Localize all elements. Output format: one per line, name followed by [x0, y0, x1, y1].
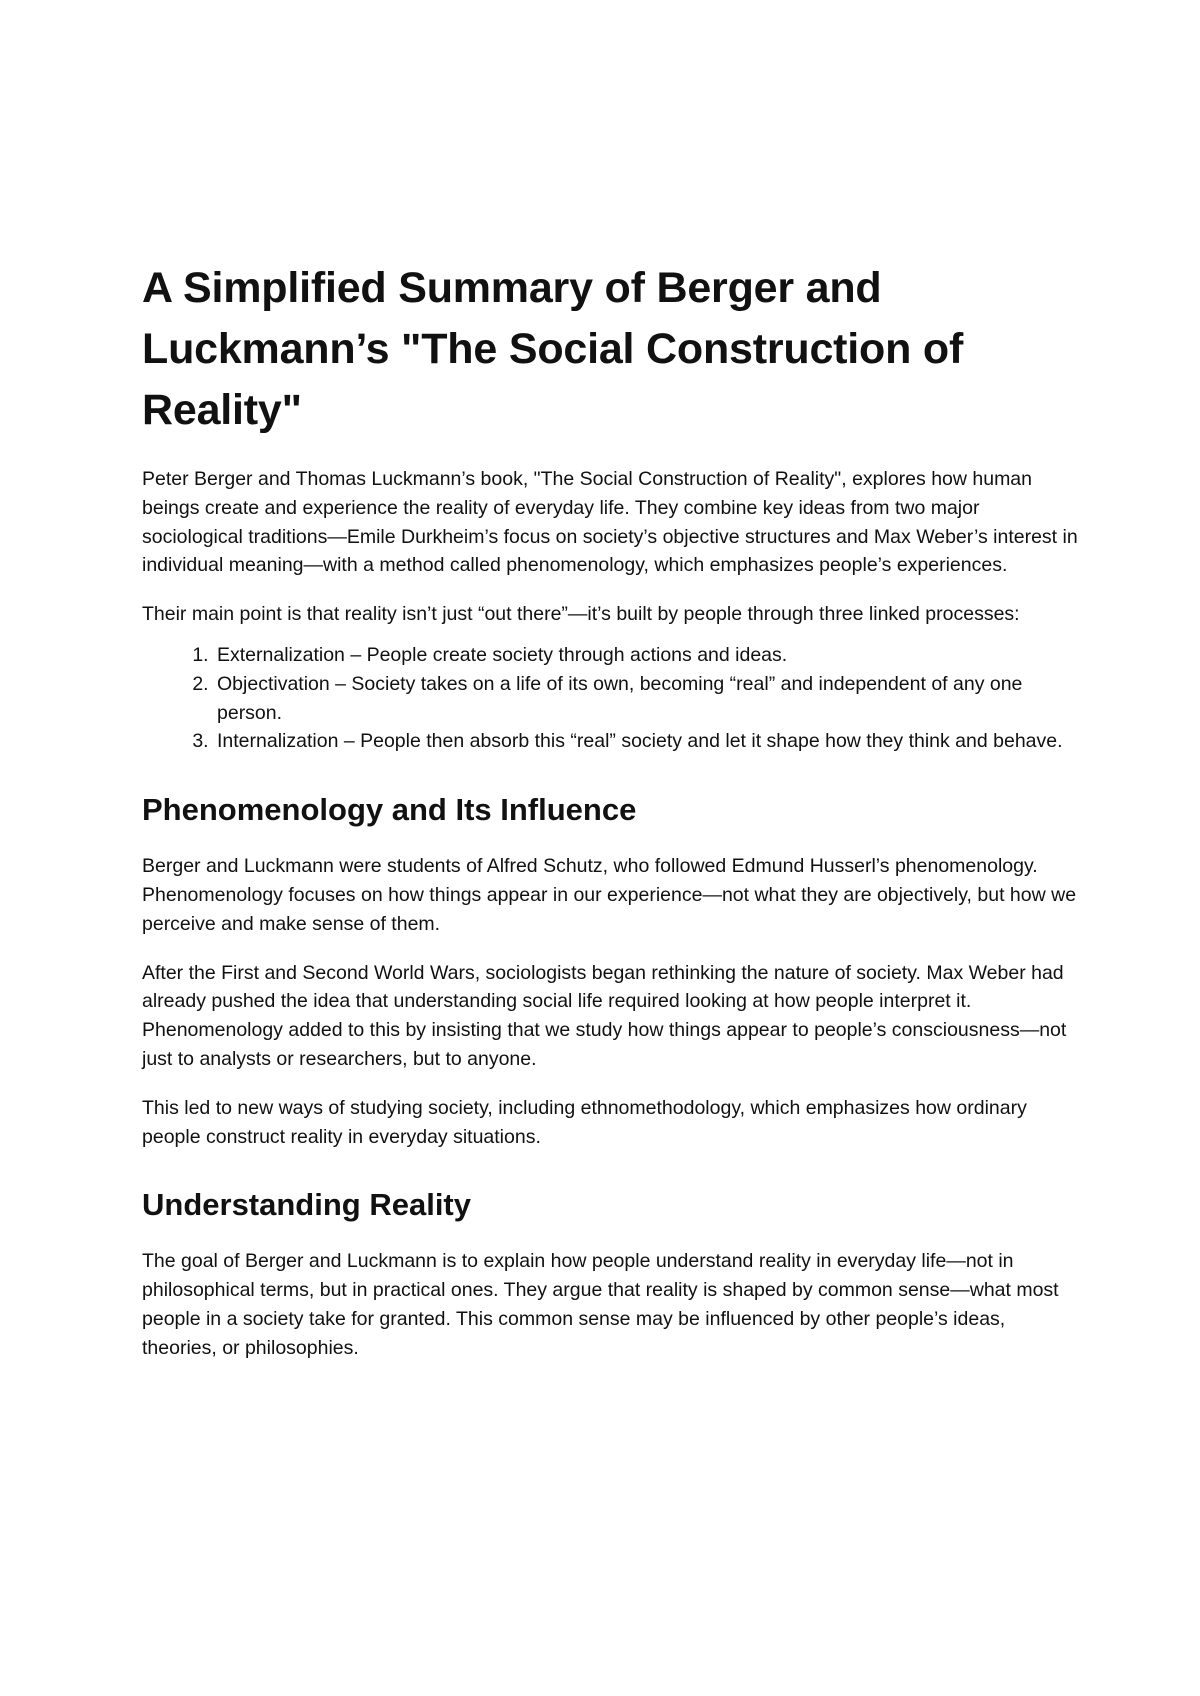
phenomenology-paragraph-2: After the First and Second World Wars, sociologists began rethinking the nature of society. Max Weber had already pushed the idea that understanding social life required looking at how people interpret it. Phenomenology added to this by insisting that we study how things appear to people’s consciousness—not just to analysts or researchers, but to anyone.: [142, 961, 1067, 1070]
phenomenology-paragraph-3: This led to new ways of studying society, including ethnomethodology, which emphasizes how ordinary people construct reality in everyday situations.: [142, 1096, 1027, 1148]
document-page: [142, 258, 1082, 1383]
list-item: 2. Objectivation – Society takes on a life of its own, becoming “real” and independent of any one person.: [214, 670, 1082, 728]
document-title: A Simplified Summary of Berger and Luckmann’s "The Social Construction of Reality": [142, 264, 964, 434]
process-list: [142, 641, 1082, 756]
intro-paragraph-1: Peter Berger and Thomas Luckmann’s book, "The Social Construction of Reality", explores how human beings create and experience the reality of everyday life. They combine key ideas from two major sociological traditions—Emile Durkheim’s focus on society’s objective structures and Max Weber’s interest in individual meaning—with a method called phenomenology, which emphasizes people’s experiences.: [142, 468, 1078, 577]
intro-paragraph-2: Their main point is that reality isn’t just “out there”—it’s built by people through three linked processes:: [142, 603, 1020, 626]
list-item: 1. Externalization – People create society through actions and ideas.: [214, 641, 1082, 670]
section-heading-phenomenology: Phenomenology and Its Influence: [142, 792, 637, 828]
list-item: 3. Internalization – People then absorb this “real” society and let it shape how they think and behave.: [214, 727, 1082, 756]
understanding-reality-paragraph-1: The goal of Berger and Luckmann is to explain how people understand reality in everyday life—not in philosophical terms, but in practical ones. They argue that reality is shaped by common sense—what most people in a society take for granted. This common sense may be influenced by other people’s ideas, theories, or philosophies.: [142, 1250, 1059, 1359]
section-heading-understanding-reality: Understanding Reality: [142, 1187, 471, 1223]
phenomenology-paragraph-1: Berger and Luckmann were students of Alfred Schutz, who followed Edmund Husserl’s phenomenology. Phenomenology focuses on how things appear in our experience—not what they are objectively, but how we perceive and make sense of them.: [142, 855, 1077, 935]
